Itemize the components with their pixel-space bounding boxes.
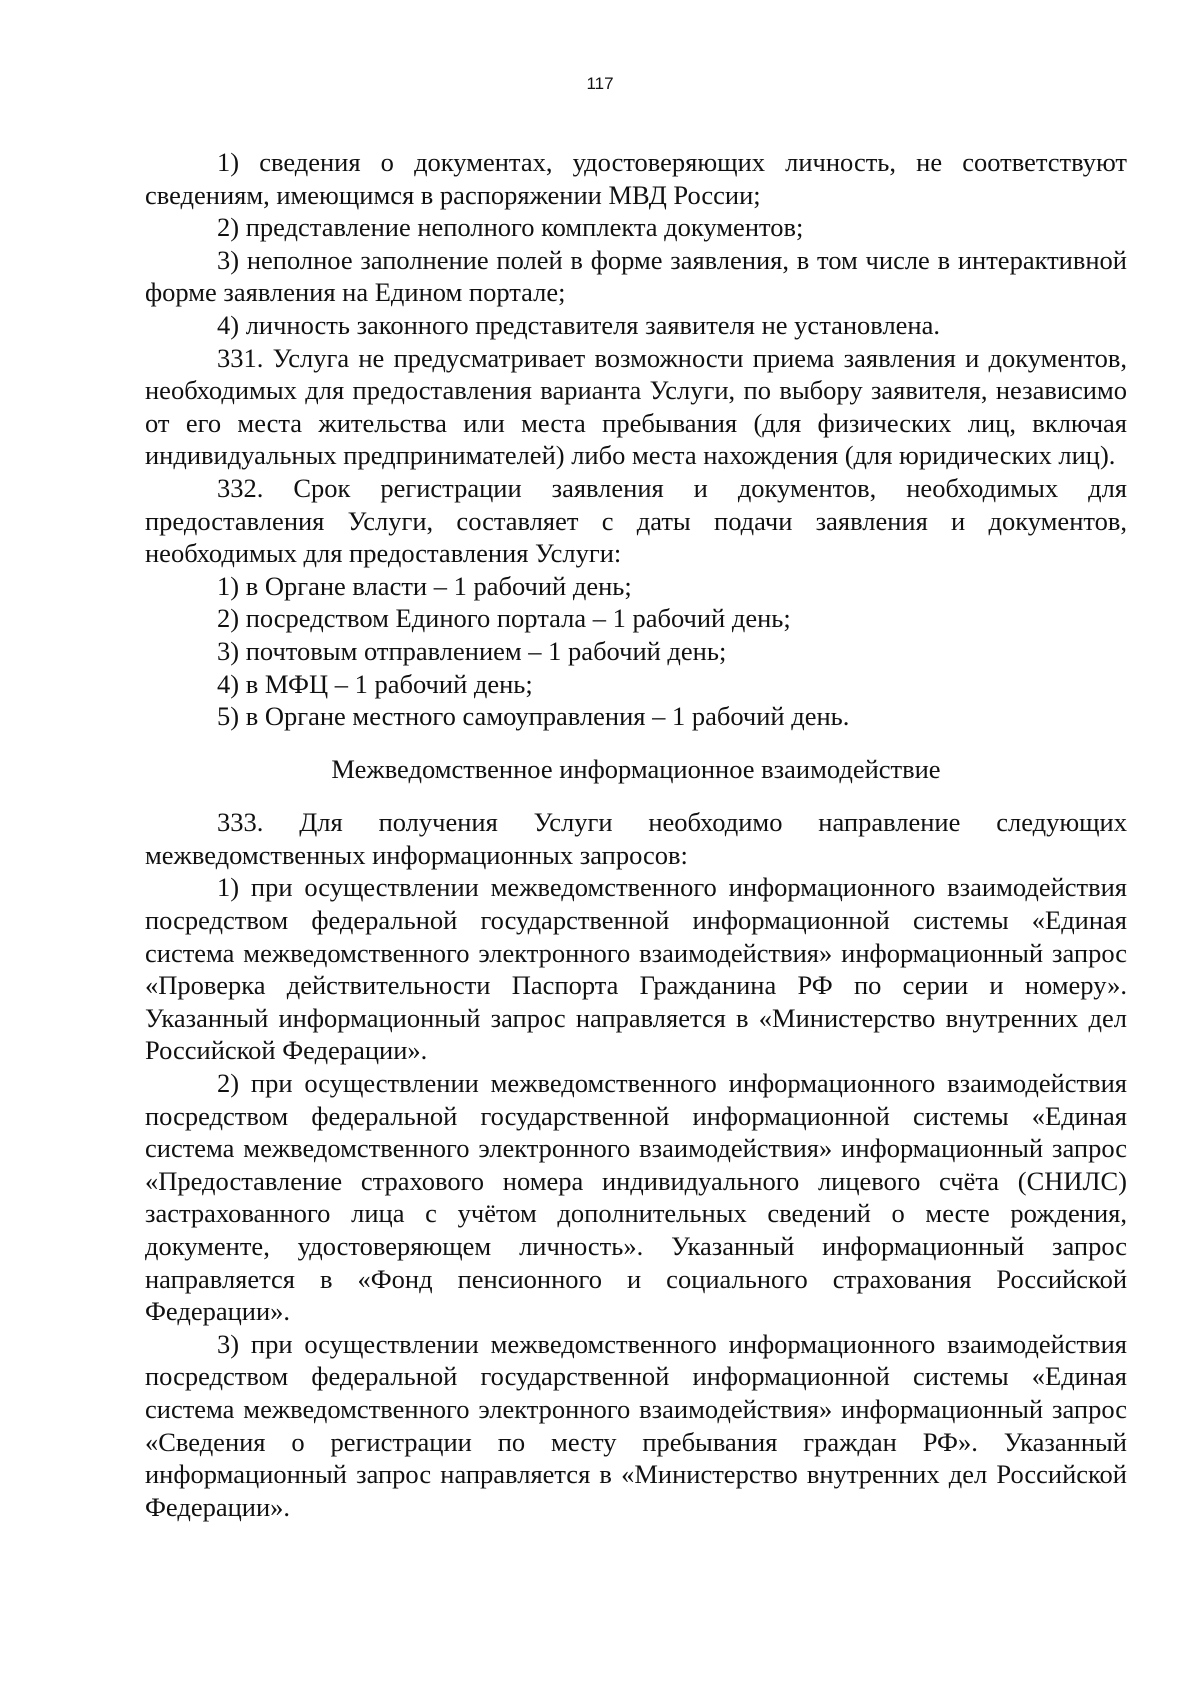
item-1-documents-mismatch: 1) сведения о документах, удостоверяющих личность, не соответствуют сведениям, имеющимся в распоряжении МВД России;: [145, 147, 1127, 210]
paragraph-333-item-1: 1) при осуществлении межведомственного информационного взаимодействия посредством федеральной государственной информационной системы «Единая система межведомственного электронного взаимодействия» информационный запрос «Проверка действительности Паспорта Гражданина РФ по серии и номеру». Указанный информационный запрос направляется в «Министерство внутренних дел Российской Федерации».: [145, 872, 1127, 1066]
document-body: [145, 146, 1127, 1523]
page-number: 117: [586, 74, 614, 93]
paragraph-332-item-2: 2) посредством Единого портала – 1 рабочий день;: [217, 603, 791, 634]
paragraph-332-item-1: 1) в Органе власти – 1 рабочий день;: [217, 570, 632, 601]
paragraph-333-item-2: 2) при осуществлении межведомственного информационного взаимодействия посредством федеральной государственной информационной системы «Единая система межведомственного электронного взаимодействия» информационный запрос «Предоставление страхового номера индивидуального лицевого счёта (СНИЛС) застрахованного лица с учётом дополнительных сведений о месте рождения, документе, удостоверяющем личность». Указанный информационный запрос направляется в «Фонд пенсионного и социального страхования Российской Федерации».: [145, 1068, 1127, 1327]
item-3-incomplete-form: 3) неполное заполнение полей в форме заявления, в том числе в интерактивной форме заявления на Едином портале;: [145, 244, 1127, 308]
item-2-incomplete-set: 2) представление неполного комплекта документов;: [217, 212, 804, 243]
paragraph-332: 332. Срок регистрации заявления и документов, необходимых для предоставления Услуги, составляет с даты подачи заявления и документов, необходимых для предоставления Услуги:: [145, 472, 1127, 569]
section-heading: Межведомственное информационное взаимодействие: [331, 753, 941, 784]
paragraph-333-item-3: 3) при осуществлении межведомственного информационного взаимодействия посредством федеральной государственной информационной системы «Единая система межведомственного электронного взаимодействия» информационный запрос «Сведения о регистрации по месту пребывания граждан РФ». Указанный информационный запрос направляется в «Министерство внутренних дел Российской Федерации».: [145, 1328, 1127, 1522]
paragraph-332-item-3: 3) почтовым отправлением – 1 рабочий день;: [217, 635, 727, 666]
paragraph-332-item-4: 4) в МФЦ – 1 рабочий день;: [217, 668, 533, 699]
item-4-identity-not-established: 4) личность законного представителя заявителя не установлена.: [217, 309, 941, 340]
paragraph-332-item-5: 5) в Органе местного самоуправления – 1 рабочий день.: [217, 701, 850, 732]
paragraph-333: 333. Для получения Услуги необходимо направление следующих межведомственных информационных запросов:: [145, 807, 1127, 870]
paragraph-331: 331. Услуга не предусматривает возможности приема заявления и документов, необходимых для предоставления варианта Услуги, по выбору заявителя, независимо от его места жительства или места пребывания (для физических лиц, включая индивидуальных предпринимателей) либо места нахождения (для юридических лиц).: [145, 342, 1127, 471]
